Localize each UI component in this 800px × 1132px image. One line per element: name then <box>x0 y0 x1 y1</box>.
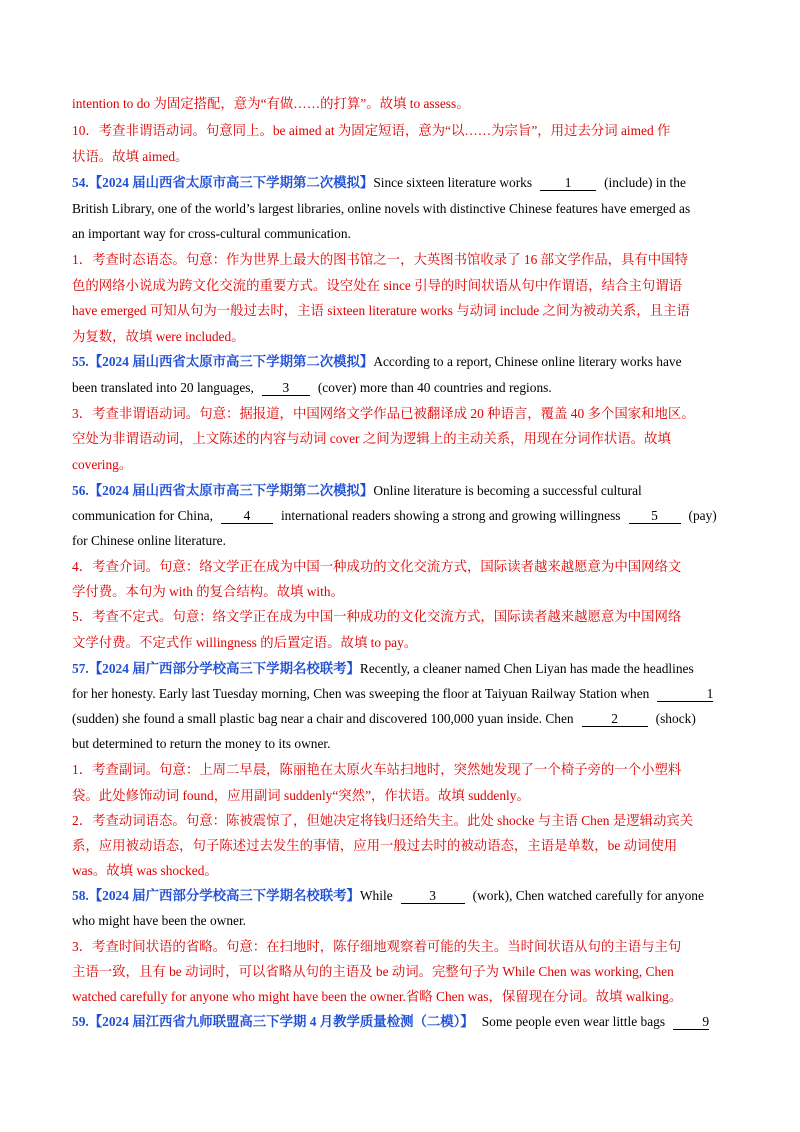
question-55-line2 <box>72 379 552 397</box>
answer-line: 3．考查非谓语动词。句意：据报道，中国网络文学作品已被翻译成 20 种语言，覆盖 40 多个国家和地区。 <box>72 406 695 421</box>
question-number: 55. <box>72 354 89 369</box>
question-text: (pay) <box>688 508 717 523</box>
question-text: (cover) more than 40 countries and regions. <box>317 380 552 395</box>
answer-line: was。故填 was shocked。 <box>72 863 218 878</box>
answer-line: have emerged 可知从句为一般过去时，主语 sixteen literature works 与动词 include 之间为被动关系，且主语 <box>72 303 690 318</box>
answer-line: 文学付费。不定式作 willingness 的后置定语。故填 to pay。 <box>72 635 418 650</box>
answer-line: 系，应用被动语态，句子陈述过去发生的事情，应用一般过去时的被动语态，主语是单数，be 动词使用 <box>72 838 678 853</box>
answer-line: 10．考查非谓语动词。句意同上。be aimed at 为固定短语，意为“以……为宗旨”，用过去分词 aimed 作 <box>72 123 671 138</box>
question-57 <box>72 660 694 678</box>
answer-blank[interactable]: 4 <box>221 508 273 524</box>
question-source: 【2024 届山西省太原市高三下学期第二次模拟】 <box>88 354 374 369</box>
question-number: 56. <box>72 483 89 498</box>
question-text: an important way for cross-cultural communication. <box>72 226 351 241</box>
question-text: According to a report, Chinese online literary works have <box>373 354 682 369</box>
answer-line: 为复数，故填 were included。 <box>72 329 245 344</box>
question-text: Since sixteen literature works <box>373 175 533 190</box>
question-text: but determined to return the money to its owner. <box>72 736 331 751</box>
answer-line: 主语一致，且有 be 动词时，可以省略从句的主语及 be 动词。完整句子为 While Chen was working, Chen <box>72 964 674 979</box>
question-source: 【2024 届江西省九师联盟高三下学期 4 月教学质量检测（二模）】 <box>88 1014 474 1029</box>
question-source: 【2024 届山西省太原市高三下学期第二次模拟】 <box>88 483 374 498</box>
question-number: 59. <box>72 1014 89 1029</box>
question-number: 54. <box>72 175 89 190</box>
answer-line: covering。 <box>72 457 133 472</box>
question-number: 58. <box>72 888 89 903</box>
question-text: British Library, one of the world’s largest libraries, online novels with distinctive Chinese features have emerged as <box>72 201 691 216</box>
answer-line: 2．考查动词语态。句意：陈被震惊了，但她决定将钱归还给失主。此处 shocke 与主语 Chen 是逻辑动宾关 <box>72 813 694 828</box>
answer-blank[interactable]: 2 <box>582 711 648 727</box>
question-58 <box>72 887 704 905</box>
answer-blank[interactable]: 5 <box>629 508 681 524</box>
answer-blank[interactable]: 1 <box>540 175 596 191</box>
answer-line: 学付费。本句为 with 的复合结构。故填 with。 <box>72 584 344 599</box>
question-text: (sudden) she found a small plastic bag near a chair and discovered 100,000 yuan inside. Chen <box>72 711 574 726</box>
answer-line: 袋。此处修饰动词 found，应用副词 suddenly“突然”，作状语。故填 suddenly。 <box>72 788 530 803</box>
question-text: Online literature is becoming a successful cultural <box>373 483 642 498</box>
question-56-line2 <box>72 507 717 525</box>
answer-line: watched carefully for anyone who might have been the owner.省略 Chen was，保留现在分词。故填 walking。 <box>72 989 683 1004</box>
answer-line: 3．考查时间状语的省略。句意：在扫地时，陈仔细地观察着可能的失主。当时间状语从句的主语与主句 <box>72 939 682 954</box>
question-text: (shock) <box>655 711 696 726</box>
question-text: Recently, a cleaner named Chen Liyan has made the headlines <box>359 661 694 676</box>
question-54 <box>72 174 686 192</box>
question-59 <box>72 1013 709 1031</box>
answer-line: 5．考查不定式。句意：络文学正在成为中国一种成功的文化交流方式，国际读者越来越愿意为中国网络 <box>72 609 682 624</box>
question-text: for her honesty. Early last Tuesday morning, Chen was sweeping the floor at Taiyuan Railway Station when <box>72 686 650 701</box>
question-source: 【2024 届广西部分学校高三下学期名校联考】 <box>88 661 360 676</box>
question-text: who might have been the owner. <box>72 913 247 928</box>
question-text: (include) in the <box>604 175 686 190</box>
answer-line: 色的网络小说成为跨文化交流的重要方式。设空处在 since 引导的时间状语从句中作谓语，结合主句谓语 <box>72 278 683 293</box>
question-55 <box>72 353 682 371</box>
answer-line: 4．考查介词。句意：络文学正在成为中国一种成功的文化交流方式，国际读者越来越愿意为中国网络文 <box>72 559 682 574</box>
question-number: 57. <box>72 661 89 676</box>
answer-line: 1．考查时态语态。句意：作为世界上最大的图书馆之一，大英图书馆收录了 16 部文学作品，具有中国特 <box>72 252 688 267</box>
question-57-line2 <box>72 685 713 703</box>
answer-blank[interactable]: 3 <box>262 380 310 396</box>
answer-line: 空处为非谓语动词，上文陈述的内容与动词 cover 之间为逻辑上的主动关系，用现在分词作状语。故填 <box>72 431 671 446</box>
answer-blank[interactable]: 3 <box>401 888 465 904</box>
answer-blank[interactable]: 9 <box>673 1014 709 1030</box>
question-text: international readers showing a strong and growing willingness <box>280 508 621 523</box>
question-56 <box>72 482 642 500</box>
answer-blank[interactable]: 1 <box>657 686 713 702</box>
answer-line: 1．考查副词。句意：上周二早晨，陈丽艳在太原火车站扫地时，突然她发现了一个椅子旁的一个小塑料 <box>72 762 682 777</box>
question-text: (work), Chen watched carefully for anyone <box>472 888 704 903</box>
question-text: been translated into 20 languages, <box>72 380 254 395</box>
question-57-line3 <box>72 710 696 728</box>
question-text: Some people even wear little bags <box>481 1014 666 1029</box>
question-source: 【2024 届广西部分学校高三下学期名校联考】 <box>88 888 360 903</box>
question-source: 【2024 届山西省太原市高三下学期第二次模拟】 <box>88 175 374 190</box>
question-text: communication for China, <box>72 508 213 523</box>
question-text: for Chinese online literature. <box>72 533 226 548</box>
answer-line: intention to do 为固定搭配，意为“有做……的打算”。故填 to assess。 <box>72 96 470 111</box>
question-text: While <box>359 888 393 903</box>
answer-line: 状语。故填 aimed。 <box>72 149 189 164</box>
